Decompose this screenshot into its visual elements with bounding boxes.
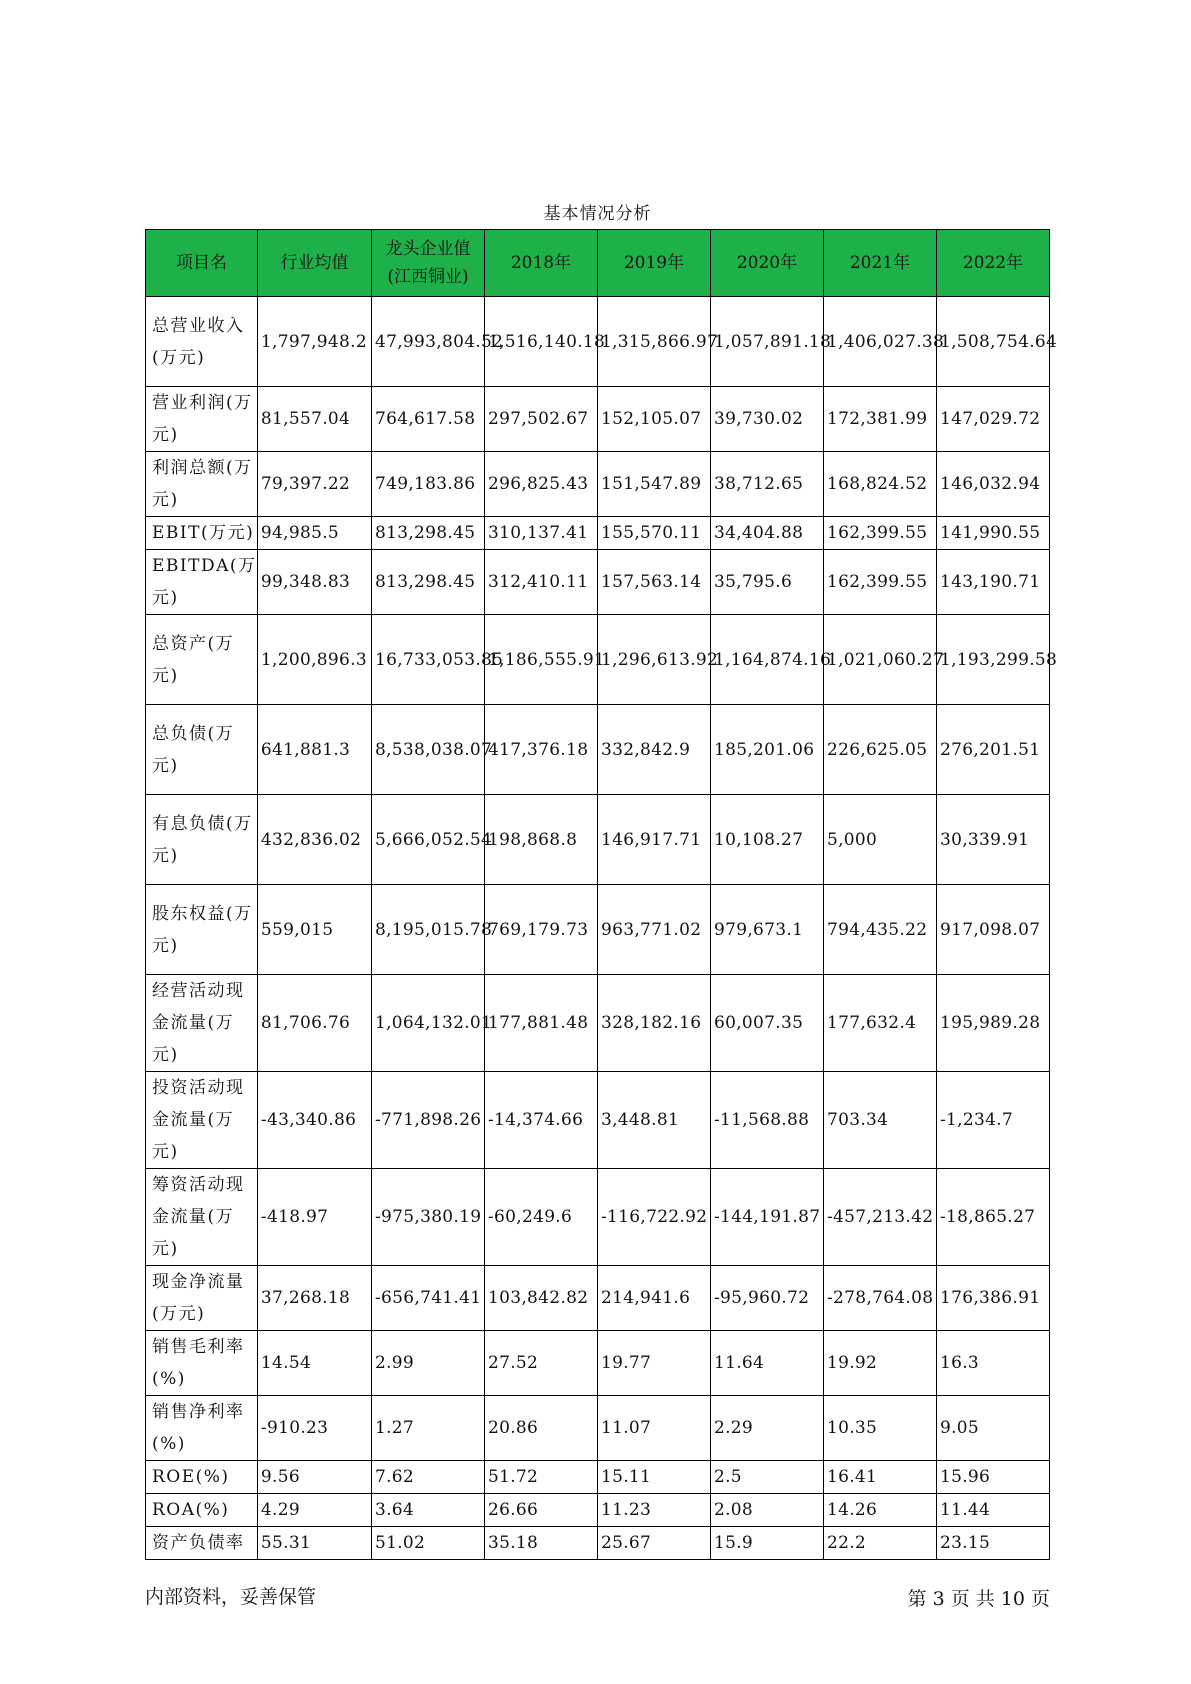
table-row [146,885,1050,975]
value-cell: 769,179.73 [484,885,597,975]
value-cell: 1,064,132.01 [371,975,484,1072]
value-cell: 2.99 [371,1331,484,1396]
table-row [146,550,1050,615]
value-cell: -95,960.72 [710,1266,823,1331]
value-cell: -278,764.08 [823,1266,936,1331]
value-cell: -656,741.41 [371,1266,484,1331]
value-cell: 297,502.67 [484,387,597,452]
row-label-cell: EBIT(万元) [146,517,258,550]
row-label-cell: 营业利润(万元) [146,387,258,452]
value-cell: 177,632.4 [823,975,936,1072]
value-cell: 162,399.55 [823,517,936,550]
value-cell: 15.96 [936,1461,1049,1494]
analysis-table [145,229,1058,1560]
value-cell: 332,842.9 [597,705,710,795]
value-cell: 11.44 [936,1494,1049,1527]
value-cell: 51.72 [484,1461,597,1494]
value-cell: 11.07 [597,1396,710,1461]
value-cell: 8,195,015.78 [371,885,484,975]
value-cell: 11.23 [597,1494,710,1527]
value-cell: 979,673.1 [710,885,823,975]
value-cell: -11,568.88 [710,1072,823,1169]
table-row [146,452,1050,517]
value-cell: 185,201.06 [710,705,823,795]
header-cell: 2021年 [823,230,936,297]
row-label-cell: 资产负债率 [146,1527,258,1560]
value-cell: 1,164,874.16 [710,615,823,705]
value-cell: 8,538,038.07 [371,705,484,795]
value-cell: 703.34 [823,1072,936,1169]
value-cell: 51.02 [371,1527,484,1560]
value-cell: 310,137.41 [484,517,597,550]
value-cell: 155,570.11 [597,517,710,550]
value-cell: 151,547.89 [597,452,710,517]
row-label-cell: 投资活动现金流量(万元) [146,1072,258,1169]
value-cell: 963,771.02 [597,885,710,975]
value-cell: 10,108.27 [710,795,823,885]
table-row [146,795,1050,885]
value-cell: -771,898.26 [371,1072,484,1169]
value-cell: 1,186,555.91 [484,615,597,705]
row-label-cell: 经营活动现金流量(万元) [146,975,258,1072]
value-cell: 22.2 [823,1527,936,1560]
value-cell: 328,182.16 [597,975,710,1072]
value-cell: 1,193,299.58 [936,615,1049,705]
value-cell: -418.97 [257,1169,371,1266]
value-cell: -60,249.6 [484,1169,597,1266]
value-cell: 1,797,948.2 [257,297,371,387]
value-cell: 749,183.86 [371,452,484,517]
table-row [146,297,1050,387]
value-cell: -910.23 [257,1396,371,1461]
header-cell: 2020年 [710,230,823,297]
row-label-cell: 总营业收入(万元) [146,297,258,387]
value-cell: 34,404.88 [710,517,823,550]
value-cell: 312,410.11 [484,550,597,615]
value-cell: 37,268.18 [257,1266,371,1331]
table-row [146,1072,1050,1169]
value-cell: 146,032.94 [936,452,1049,517]
value-cell: 23.15 [936,1527,1049,1560]
table-row [146,705,1050,795]
header-cell: 2019年 [597,230,710,297]
value-cell: 1,508,754.64 [936,297,1049,387]
table-row [146,615,1050,705]
value-cell: 177,881.48 [484,975,597,1072]
table-row [146,387,1050,452]
row-label-cell: 销售毛利率(%) [146,1331,258,1396]
row-label-cell: EBITDA(万元) [146,550,258,615]
value-cell: 38,712.65 [710,452,823,517]
value-cell: 25.67 [597,1527,710,1560]
value-cell: 226,625.05 [823,705,936,795]
value-cell: 60,007.35 [710,975,823,1072]
value-cell: 3,448.81 [597,1072,710,1169]
value-cell: 195,989.28 [936,975,1049,1072]
value-cell: 81,706.76 [257,975,371,1072]
value-cell: -14,374.66 [484,1072,597,1169]
row-label-cell: 有息负债(万元) [146,795,258,885]
value-cell: 813,298.45 [371,517,484,550]
value-cell: 417,376.18 [484,705,597,795]
row-label-cell: ROE(%) [146,1461,258,1494]
value-cell: 141,990.55 [936,517,1049,550]
value-cell: 5,666,052.54 [371,795,484,885]
header-cell: 2022年 [936,230,1049,297]
value-cell: 176,386.91 [936,1266,1049,1331]
value-cell: 1,296,613.92 [597,615,710,705]
table-row [146,1266,1050,1331]
table-row [146,1494,1050,1527]
value-cell: 5,000 [823,795,936,885]
value-cell: 14.26 [823,1494,936,1527]
value-cell: 9.05 [936,1396,1049,1461]
value-cell: 16,733,053.85 [371,615,484,705]
value-cell: 20.86 [484,1396,597,1461]
value-cell: 19.92 [823,1331,936,1396]
confidential-note: 内部资料，妥善保管 [145,1586,317,1608]
value-cell: 11.64 [710,1331,823,1396]
header-cell: 行业均值 [257,230,371,297]
table-row [146,1527,1050,1560]
value-cell: 14.54 [257,1331,371,1396]
value-cell: -975,380.19 [371,1169,484,1266]
value-cell: 15.9 [710,1527,823,1560]
header-cell: 2018年 [484,230,597,297]
value-cell: -43,340.86 [257,1072,371,1169]
value-cell: 2.29 [710,1396,823,1461]
value-cell: 35,795.6 [710,550,823,615]
value-cell: 157,563.14 [597,550,710,615]
row-label-cell: 总资产(万元) [146,615,258,705]
value-cell: 16.41 [823,1461,936,1494]
value-cell: 30,339.91 [936,795,1049,885]
value-cell: 10.35 [823,1396,936,1461]
value-cell: 2.08 [710,1494,823,1527]
value-cell: 15.11 [597,1461,710,1494]
row-label-cell: 筹资活动现金流量(万元) [146,1169,258,1266]
value-cell: 764,617.58 [371,387,484,452]
value-cell: 7.62 [371,1461,484,1494]
value-cell: 39,730.02 [710,387,823,452]
value-cell: 55.31 [257,1527,371,1560]
value-cell: 35.18 [484,1527,597,1560]
row-label-cell: 利润总额(万元) [146,452,258,517]
value-cell: 143,190.71 [936,550,1049,615]
value-cell: -457,213.42 [823,1169,936,1266]
value-cell: 94,985.5 [257,517,371,550]
table-body [146,297,1058,1560]
value-cell: -144,191.87 [710,1169,823,1266]
value-cell: 103,842.82 [484,1266,597,1331]
table-row [146,1396,1050,1461]
table-row [146,1461,1050,1494]
value-cell: -1,234.7 [936,1072,1049,1169]
row-label-cell: 现金净流量(万元) [146,1266,258,1331]
value-cell: -116,722.92 [597,1169,710,1266]
table-caption: 基本情况分析 [543,204,652,224]
row-label-cell: ROA(%) [146,1494,258,1527]
value-cell: 1,200,896.3 [257,615,371,705]
value-cell: 26.66 [484,1494,597,1527]
value-cell: 813,298.45 [371,550,484,615]
value-cell: 19.77 [597,1331,710,1396]
value-cell: 47,993,804.52 [371,297,484,387]
table-row [146,1331,1050,1396]
value-cell: 4.29 [257,1494,371,1527]
value-cell: -18,865.27 [936,1169,1049,1266]
value-cell: 1,021,060.27 [823,615,936,705]
value-cell: 296,825.43 [484,452,597,517]
value-cell: 1,516,140.18 [484,297,597,387]
value-cell: 146,917.71 [597,795,710,885]
value-cell: 27.52 [484,1331,597,1396]
row-label-cell: 股东权益(万元) [146,885,258,975]
value-cell: 81,557.04 [257,387,371,452]
table-row [146,517,1050,550]
value-cell: 214,941.6 [597,1266,710,1331]
value-cell: 79,397.22 [257,452,371,517]
value-cell: 172,381.99 [823,387,936,452]
table-header-row [146,230,1050,297]
table-row [146,1169,1050,1266]
row-label-cell: 销售净利率(%) [146,1396,258,1461]
value-cell: 168,824.52 [823,452,936,517]
value-cell: 198,868.8 [484,795,597,885]
header-cell: 龙头企业值(江西铜业) [371,230,484,297]
value-cell: 1,057,891.18 [710,297,823,387]
value-cell: 152,105.07 [597,387,710,452]
page-number: 第 3 页 共 10 页 [907,1588,1050,1610]
value-cell: 16.3 [936,1331,1049,1396]
value-cell: 432,836.02 [257,795,371,885]
value-cell: 1,406,027.38 [823,297,936,387]
header-cell: 项目名 [146,230,258,297]
value-cell: 99,348.83 [257,550,371,615]
value-cell: 2.5 [710,1461,823,1494]
value-cell: 162,399.55 [823,550,936,615]
value-cell: 3.64 [371,1494,484,1527]
value-cell: 917,098.07 [936,885,1049,975]
value-cell: 559,015 [257,885,371,975]
row-label-cell: 总负债(万元) [146,705,258,795]
value-cell: 276,201.51 [936,705,1049,795]
value-cell: 1.27 [371,1396,484,1461]
value-cell: 641,881.3 [257,705,371,795]
value-cell: 1,315,866.97 [597,297,710,387]
value-cell: 147,029.72 [936,387,1049,452]
value-cell: 9.56 [257,1461,371,1494]
table-row [146,975,1050,1072]
value-cell: 794,435.22 [823,885,936,975]
